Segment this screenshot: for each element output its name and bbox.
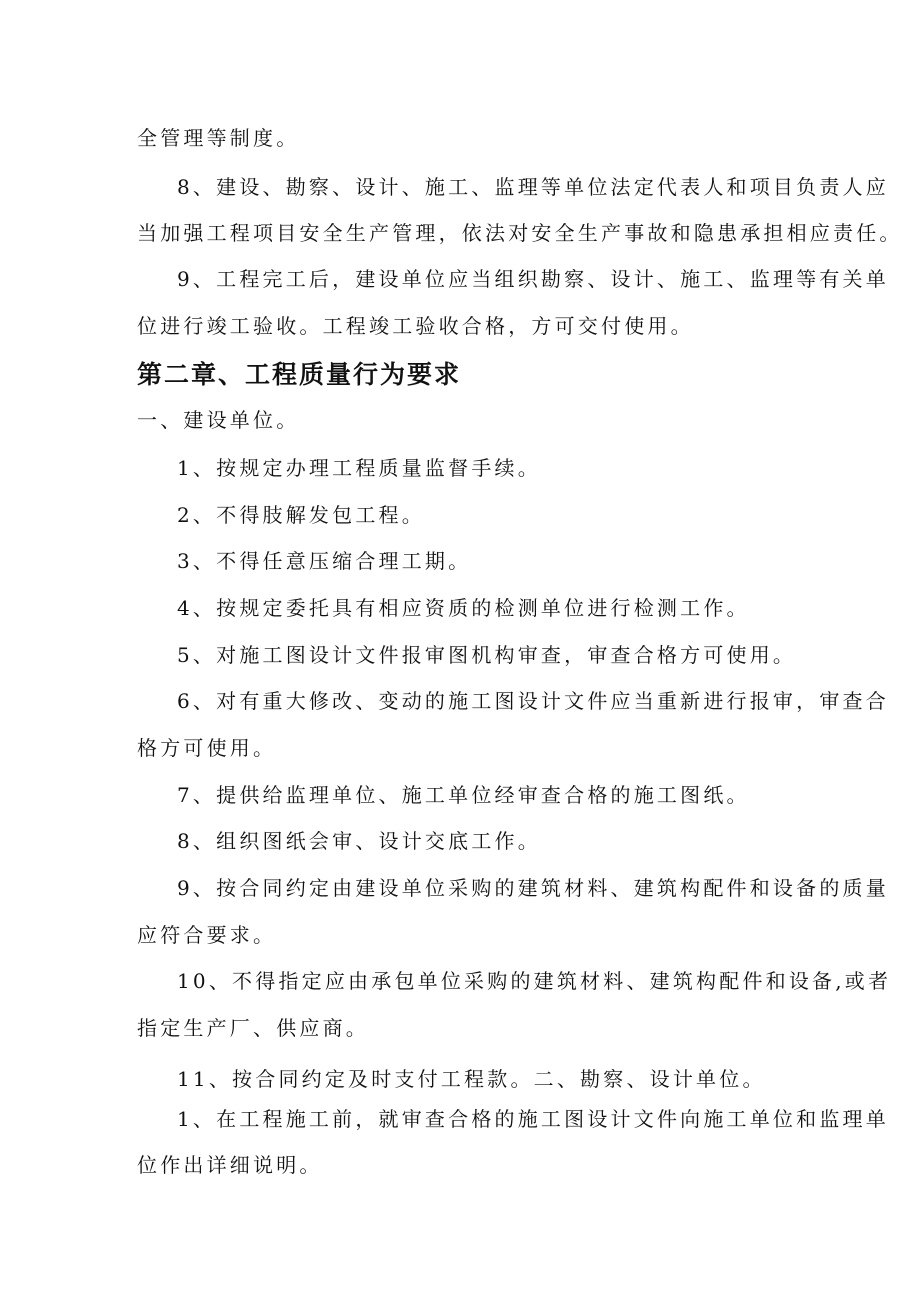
list-item: 3、不得任意压缩合理工期。 xyxy=(177,549,472,573)
list-item: 9、按合同约定由建设单位采购的建筑材料、建筑构配件和设备的质量 xyxy=(177,876,889,900)
paragraph-line: 9、工程完工后，建设单位应当组织勘察、设计、施工、监理等有关单 xyxy=(177,267,889,291)
list-item: 4、按规定委托具有相应资质的检测单位进行检测工作。 xyxy=(177,596,750,620)
paragraph-line: 全管理等制度。 xyxy=(137,126,300,150)
list-item: 5、对施工图设计文件报审图机构审查，审查合格方可使用。 xyxy=(177,643,797,667)
list-item-continuation: 应符合要求。 xyxy=(137,923,277,947)
list-item: 7、提供给监理单位、施工单位经审查合格的施工图纸。 xyxy=(177,783,750,807)
paragraph-line: 8、建设、勘察、设计、施工、监理等单位法定代表人和项目负责人应 xyxy=(177,175,889,199)
chapter-heading: 第二章、工程质量行为要求 xyxy=(137,360,462,389)
paragraph-line: 当加强工程项目安全生产管理，依法对安全生产事故和隐患承担相应责任。 xyxy=(137,221,903,245)
list-item-continuation: 位作出详细说明。 xyxy=(137,1153,323,1177)
section-heading: 一、建设单位。 xyxy=(137,408,300,432)
paragraph-line: 位进行竣工验收。工程竣工验收合格，方可交付使用。 xyxy=(137,314,694,338)
list-item: 6、对有重大修改、变动的施工图设计文件应当重新进行报审，审查合 xyxy=(177,689,889,713)
list-item: 11、按合同约定及时支付工程款。二、勘察、设计单位。 xyxy=(177,1067,766,1091)
list-item: 1、在工程施工前，就审查合格的施工图设计文件向施工单位和监理单 xyxy=(177,1107,889,1131)
list-item-continuation: 指定生产厂、供应商。 xyxy=(137,1016,369,1040)
list-item: 8、组织图纸会审、设计交底工作。 xyxy=(177,829,541,853)
list-item: 2、不得肢解发包工程。 xyxy=(177,503,425,527)
list-item: 10、不得指定应由承包单位采购的建筑材料、建筑构配件和设备,或者 xyxy=(177,969,892,993)
list-item: 1、按规定办理工程质量监督手续。 xyxy=(177,456,541,480)
list-item-continuation: 格方可使用。 xyxy=(137,736,277,760)
